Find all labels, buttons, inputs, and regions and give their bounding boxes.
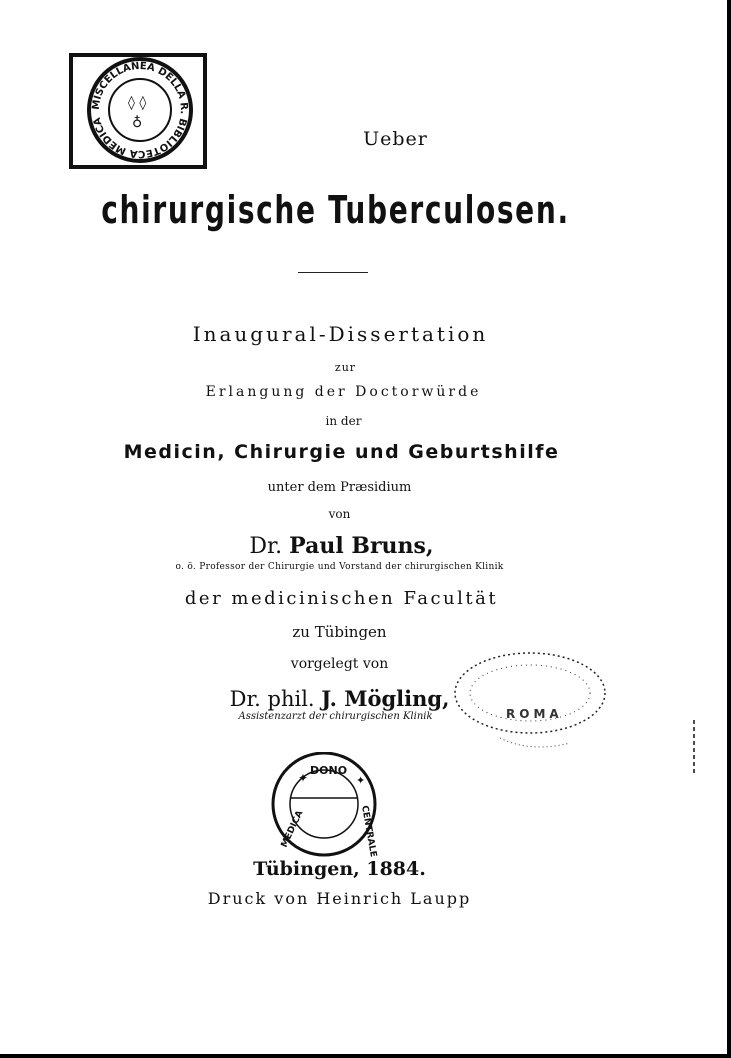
zur-line: zur	[334, 361, 357, 374]
president-role: o. ö. Professor der Chirurgie und Vorstand der chirurgischen Klinik	[175, 562, 504, 572]
president-line	[0, 533, 707, 559]
faculty-line: der medicinischen Facultät	[184, 588, 499, 609]
dono-stamp-text: DONO	[310, 764, 348, 777]
author-title: Dr. phil.	[229, 687, 315, 711]
page-edge-right	[727, 0, 731, 1058]
praesidium-line: unter dem Præsidium	[267, 480, 412, 495]
author-name: J. Mögling,	[321, 686, 450, 711]
page-edge-bottom	[0, 1054, 731, 1058]
centrale-stamp-text: CENTRALE	[359, 804, 378, 858]
svg-text:◊ ◊: ◊ ◊	[128, 95, 147, 111]
erlangung-line: Erlangung der Doctorwürde	[205, 384, 482, 400]
page-title: chirurgische Tuberculosen.	[101, 188, 570, 232]
medica-stamp-text: MEDICA	[279, 809, 306, 850]
roma-stamp	[440, 638, 610, 758]
svg-text:♁: ♁	[132, 115, 143, 131]
author-role: Assistenzarzt der chirurgischen Klinik	[238, 711, 433, 722]
library-stamp-text: MISCELLANEA DELLA R. BIBLIOTECA MEDICA	[90, 60, 190, 160]
vorgelegt-line: vorgelegt von	[290, 656, 389, 672]
svg-text:✦: ✦	[298, 771, 309, 785]
svg-text:✦: ✦	[356, 774, 366, 787]
dissertation-label: Inaugural-Dissertation	[192, 322, 489, 346]
heading-ueber: Ueber	[363, 128, 428, 150]
printer-line: Druck von Heinrich Laupp	[207, 889, 472, 908]
faculty-subject: Medicin, Chirurgie und Geburtshilfe	[123, 441, 560, 463]
president-name: Paul Bruns,	[289, 533, 434, 559]
place-year: Tübingen, 1884.	[253, 858, 426, 880]
title-divider	[298, 272, 368, 273]
dono-stamp	[262, 752, 390, 862]
place-line: zu Tübingen	[292, 623, 387, 641]
president-title: Dr.	[249, 534, 283, 559]
margin-mark	[690, 720, 698, 780]
von-line: von	[328, 507, 351, 521]
roma-stamp-text: ROMA	[506, 707, 563, 721]
in-der-line: in der	[325, 414, 362, 428]
library-stamp	[68, 52, 208, 172]
